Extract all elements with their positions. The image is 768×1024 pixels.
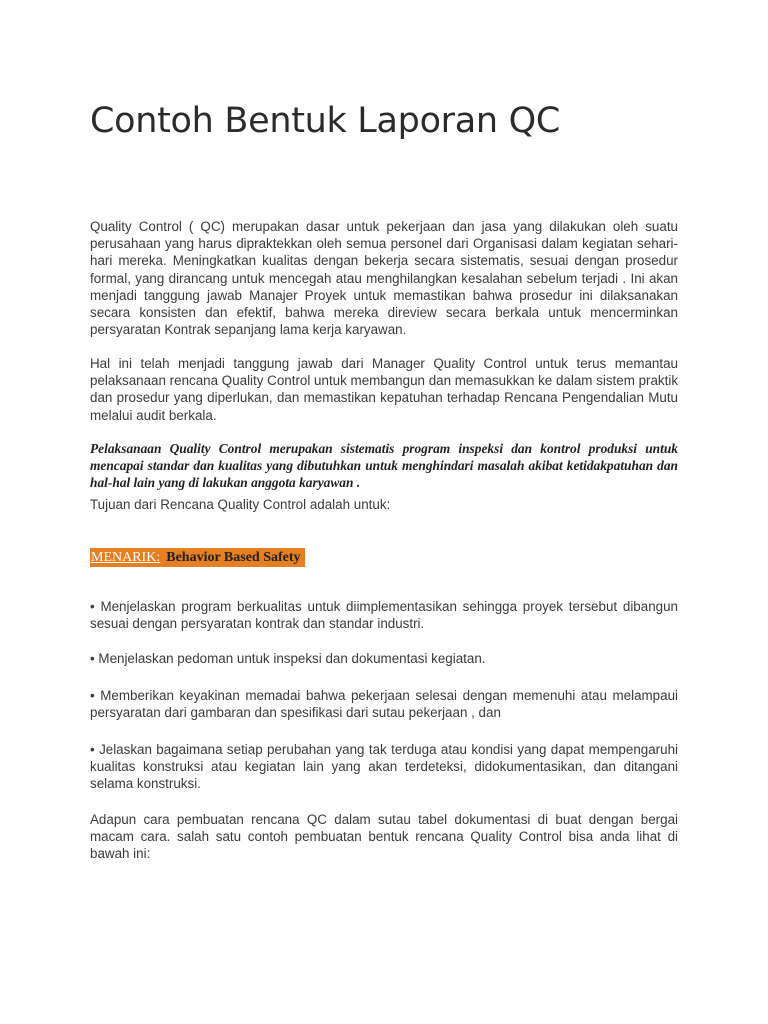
objectives-intro: Tujuan dari Rencana Quality Control adalah untuk: xyxy=(90,497,391,512)
paragraph-closing: Adapun cara pembuatan rencana QC dalam sutau tabel dokumentasi di buat dengan bergai macam cara. salah satu contoh pembuatan bentuk rencana Quality Control bisa anda lihat di bawah ini: xyxy=(90,812,678,862)
list-item: • Menjelaskan program berkualitas untuk diimplementasikan sehingga proyek tersebut dibangun sesuai dengan persyaratan kontrak dan standar industri. xyxy=(90,599,678,632)
paragraph-manager: Hal ini telah menjadi tanggung jawab dari Manager Quality Control untuk terus memantau pelaksanaan rencana Quality Control untuk membangun dan memasukkan ke dalam sistem praktik dan prosedur yang diperlukan, dan memastikan kepatuhan terhadap Rencana Pengendalian Mutu melalui audit berkala. xyxy=(90,356,679,423)
page-title: Contoh Bentuk Laporan QC xyxy=(90,101,561,141)
emphasis-paragraph: Pelaksanaan Quality Control merupakan sistematis program inspeksi dan kontrol produksi untuk mencapai standar dan kualitas yang dibutuhkan untuk menghindari masalah akibat ketidakpatuhan dan hal-hal lain yang di lakukan anggota karyawan . xyxy=(90,441,678,490)
list-item: • Memberikan keyakinan memadai bahwa pekerjaan selesai dengan memenuhi atau melampaui persyaratan dari gambaran dan spesifikasi dari sutau pekerjaan , dan xyxy=(90,688,678,721)
list-item: • Jelaskan bagaimana setiap perubahan yang tak terduga atau kondisi yang dapat mempengaruhi kualitas konstruksi atau kegiatan lain yang akan terdeteksi, didokumentasikan, dan ditangani selama konstruksi. xyxy=(90,742,678,792)
related-article-banner[interactable] xyxy=(90,548,305,567)
paragraph-intro: Quality Control ( QC) merupakan dasar untuk pekerjaan dan jasa yang dilakukan oleh suatu perusahaan yang harus dipraktekkan oleh semua personel dari Organisasi dalam kegiatan sehari-hari mereka. Meningkatkan kualitas dengan bekerja secara sistematis, sesuai dengan prosedur formal, yang dirancang untuk mencegah atau menghilangkan kesalahan sebelum terjadi . Ini akan menjadi tanggung jawab Manajer Proyek untuk memastikan bahwa prosedur ini dilaksanakan secara konsisten dan efektif, bahwa mereka direview secara berkala untuk mencerminkan persyaratan Kontrak sepanjang lama kerja karyawan. xyxy=(90,219,678,338)
banner-tag: MENARIK: xyxy=(91,550,161,565)
list-item: • Menjelaskan pedoman untuk inspeksi dan dokumentasi kegiatan. xyxy=(90,651,486,666)
related-article-link[interactable]: Behavior Based Safety xyxy=(166,550,301,565)
